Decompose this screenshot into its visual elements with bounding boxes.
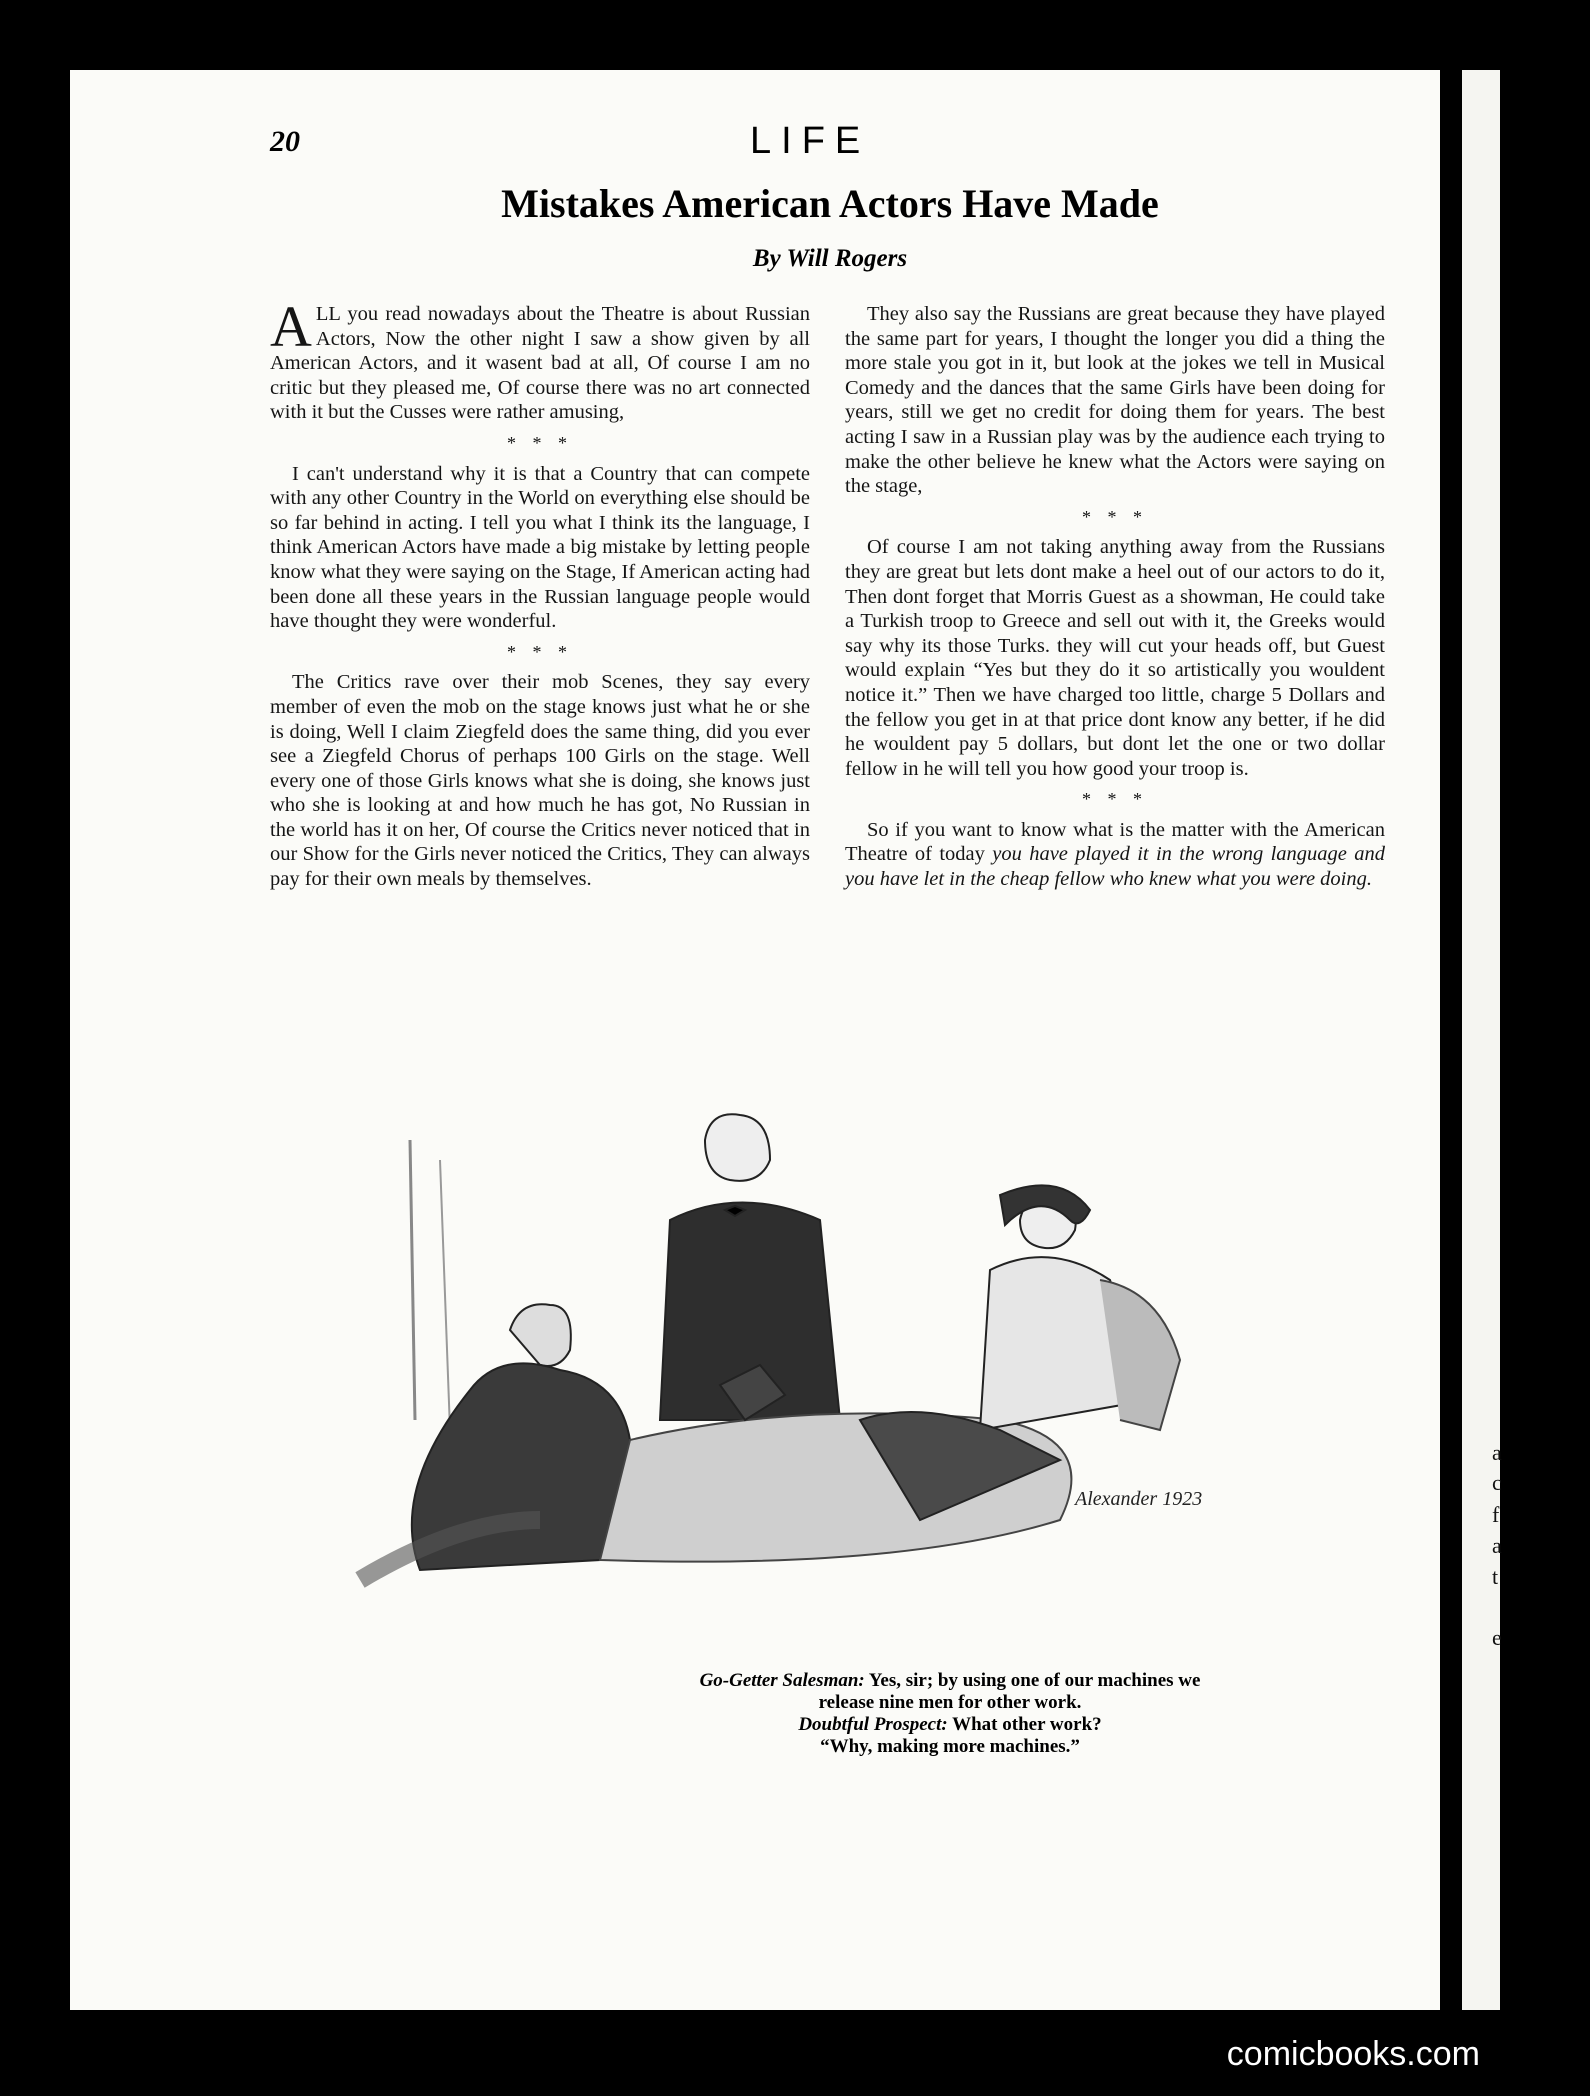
adjacent-text-fragment: a bbox=[1492, 1533, 1502, 1558]
section-separator: * * * bbox=[507, 641, 573, 662]
byline bbox=[70, 245, 1590, 273]
paragraph-3: The Critics rave over their mob Scenes, they say every member of even the mob on the stage knows just what he or she is doing, Well I claim Ziegfeld does the same thing, did you ever see a Ziegfeld Chorus of perhaps 100 Girls on the stage. Well every one of those Girls knows what she is doing, she knows just who she is looking at and how much he has got, No Russian in the world has it on her, Of course the Critics never noticed that in our Show for the Girls never noticed the Critics, They can always pay for their own meals by themselves. bbox=[270, 671, 810, 891]
watermark: comicbooks.com bbox=[1226, 2035, 1480, 2073]
caption-line-1: Yes, sir; by using one of our machines we release nine men for other work. bbox=[818, 1670, 1201, 1713]
adjacent-text-fragment: e bbox=[1492, 1625, 1502, 1650]
paragraph-4: They also say the Russians are great because they have played the same part for years, I thought the longer you did a thing the more stale you got in it, but look at the jokes we tell in Musical Comedy and the dances that the same Girls have been doing for years, still we get no credit for doing them for years. The best acting I saw in a Russian play was by the audience each trying to make the other believe he knew what the Actors were saying on the stage, bbox=[845, 303, 1385, 498]
cartoon-illustration bbox=[300, 1100, 1220, 1600]
magazine-page bbox=[70, 70, 1440, 2010]
paragraph-2: I can't understand why it is that a Country that can compete with any other Country in the World on everything else should be so far behind in acting. I tell you what I think its the language, I think American Actors have made a big mistake by letting people know what they were saying on the Stage, If American acting had been done all these years in the Russian language people would have thought they were wonderful. bbox=[270, 462, 810, 633]
section-separator: * * * bbox=[507, 432, 573, 453]
adjacent-page-edge bbox=[1462, 70, 1500, 2010]
byline-author: Will Rogers bbox=[786, 245, 908, 272]
article-title: Mistakes American Actors Have Made bbox=[501, 181, 1159, 226]
curtain-line bbox=[410, 1140, 415, 1420]
paragraph-5: Of course I am not taking anything away from the Russians they are great but lets dont make a heel out of our actors to do it, Then dont forget that Morris Guest as a showman, He could take a Turkish troop to Greece and sell out with it, the Greeks would say why its those Turks. they will cut your heads off, but Guest would explain “Yes but they do it so artistically you wouldent notice it.” Then we have charged too little, charge 5 Dollars and the fellow you get in at that price dont know any better, if he did he wouldent pay 5 dollars, but dont let the one or two dollar fellow in he will tell you how good your troop is. bbox=[845, 536, 1385, 780]
artist-signature: Alexander 1923 bbox=[1075, 1488, 1203, 1510]
paragraph-1-text: LL you read nowadays about the Theatre is about Russian Actors, Now the other night I saw a show given by all American Actors, and it wasent bad at all, Of course I am no critic but they pleased me, Of course there was no art connected with it but the Cusses were rather amusing, bbox=[270, 303, 810, 424]
section-separator: * * * bbox=[1082, 789, 1148, 810]
article-column-right bbox=[845, 302, 1385, 892]
paragraph-6-text: So if you want to know what is the matter with the American Theatre of today bbox=[845, 818, 1385, 866]
byline-by: By bbox=[752, 245, 781, 272]
adjacent-text-fragment: t bbox=[1492, 1564, 1499, 1589]
magazine-title: LIFE bbox=[750, 120, 871, 162]
caption-speaker-2: Doubtful Prospect: bbox=[798, 1714, 948, 1735]
paragraph-6 bbox=[845, 818, 1385, 892]
paragraph-6-italic: you have played it in the wrong language and you have let in the cheap fellow who knew what you were doing. bbox=[845, 843, 1385, 891]
adjacent-text-fragment: f bbox=[1492, 1502, 1500, 1527]
page-number: 20 bbox=[270, 125, 300, 158]
caption-line-3: “Why, making more machines.” bbox=[820, 1736, 1080, 1757]
section-separator: * * * bbox=[1082, 506, 1148, 527]
seated-man-head bbox=[510, 1304, 571, 1366]
paragraph-1 bbox=[270, 294, 810, 425]
salesman-head bbox=[705, 1114, 770, 1181]
adjacent-text-fragment: c bbox=[1492, 1470, 1502, 1495]
caption-line-2: What other work? bbox=[952, 1714, 1102, 1735]
caption-speaker-1: Go-Getter Salesman: bbox=[699, 1670, 865, 1691]
article-column-left bbox=[270, 294, 810, 892]
adjacent-text-fragment: a bbox=[1492, 1440, 1502, 1465]
cartoon-caption bbox=[690, 1670, 1210, 1758]
drop-cap: A bbox=[270, 294, 312, 359]
